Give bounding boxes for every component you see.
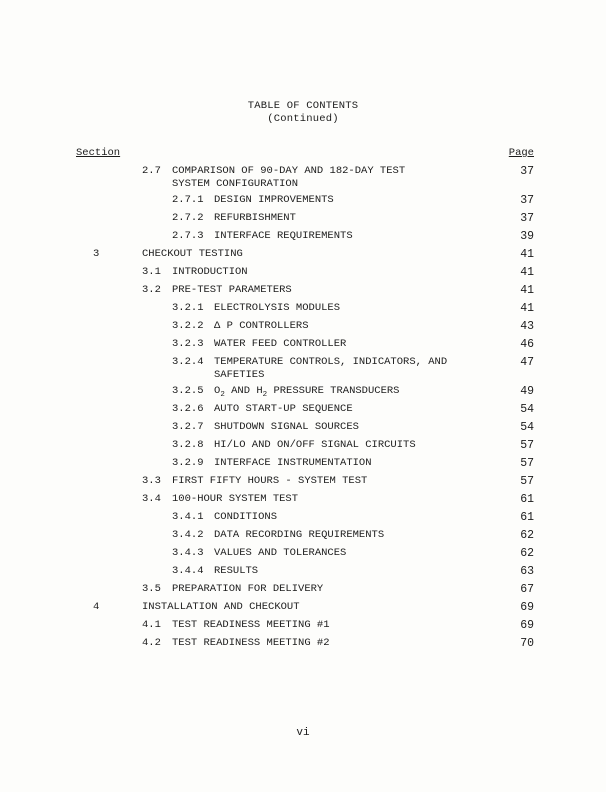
page-column-header: Page <box>508 147 534 159</box>
toc-entry-title: 100-HOUR SYSTEM TEST <box>172 493 299 505</box>
toc-entry-number: 4.1 <box>142 619 161 631</box>
toc-entry-title: PREPARATION FOR DELIVERY <box>172 583 324 595</box>
toc-title-line2: (Continued) <box>267 113 339 125</box>
toc-title <box>0 100 606 126</box>
toc-entry-page: 37 <box>520 165 534 178</box>
toc-entry-number: 2.7.3 <box>172 230 204 242</box>
toc-entry-page: 41 <box>520 302 534 315</box>
toc-entry-title: WATER FEED CONTROLLER <box>214 338 347 350</box>
section-column-header: Section <box>76 147 121 159</box>
toc-entry-title-mid: AND H <box>224 385 263 397</box>
toc-entry-title: Δ P CONTROLLERS <box>214 320 309 332</box>
toc-entry-page: 49 <box>520 385 534 398</box>
toc-entry-page: 39 <box>520 230 534 243</box>
toc-entry-title: AUTO START-UP SEQUENCE <box>214 403 353 415</box>
toc-entry-number: 3.2.2 <box>172 320 204 332</box>
toc-entry-number: 2.7.1 <box>172 194 204 206</box>
toc-entry-page: 61 <box>520 511 534 524</box>
toc-entry-title-line1: TEMPERATURE CONTROLS, INDICATORS, AND <box>214 356 448 368</box>
toc-entry-title: FIRST FIFTY HOURS - SYSTEM TEST <box>172 475 368 487</box>
oxygen-symbol: O <box>214 385 221 397</box>
toc-entry-page: 37 <box>520 194 534 207</box>
toc-section-number: 3 <box>93 248 100 260</box>
toc-entry-number: 3.2.9 <box>172 457 204 469</box>
toc-entry-page: 41 <box>520 248 534 261</box>
toc-entry-title: CHECKOUT TESTING <box>142 248 243 260</box>
toc-entry-page: 57 <box>520 439 534 452</box>
toc-entry-page: 54 <box>520 421 534 434</box>
toc-entry-number: 3.2 <box>142 284 161 296</box>
toc-entry-number: 3.2.3 <box>172 338 204 350</box>
toc-entry-page: 41 <box>520 266 534 279</box>
toc-entry-number: 4.2 <box>142 637 161 649</box>
toc-entry-number: 3.4.2 <box>172 529 204 541</box>
page-number-footer: vi <box>296 727 310 739</box>
toc-entry-number: 3.2.8 <box>172 439 204 451</box>
toc-entry-page: 46 <box>520 338 534 351</box>
toc-entry-page: 37 <box>520 212 534 225</box>
toc-section-number: 4 <box>93 601 100 613</box>
toc-entry-page: 43 <box>520 320 534 333</box>
toc-entry-number: 3.2.1 <box>172 302 204 314</box>
toc-entry-number: 3.2.4 <box>172 356 204 368</box>
toc-entry-title: INTERFACE INSTRUMENTATION <box>214 457 372 469</box>
oxygen-subscript: 2 <box>220 391 225 399</box>
toc-entry-title: HI/LO AND ON/OFF SIGNAL CIRCUITS <box>214 439 416 451</box>
toc-entry-page: 61 <box>520 493 534 506</box>
toc-entry-title: TEST READINESS MEETING #1 <box>172 619 330 631</box>
toc-entry-page: 70 <box>520 637 534 650</box>
toc-entry-number: 3.4.3 <box>172 547 204 559</box>
toc-entry-title: PRE-TEST PARAMETERS <box>172 284 292 296</box>
toc-entry-title <box>172 165 405 191</box>
toc-entry-number: 3.3 <box>142 475 161 487</box>
toc-title-line1: TABLE OF CONTENTS <box>247 100 359 112</box>
toc-entry-number: 3.4.1 <box>172 511 204 523</box>
toc-entry-page: 67 <box>520 583 534 596</box>
toc-entry-title: REFURBISHMENT <box>214 212 296 224</box>
toc-entry-title <box>214 356 447 382</box>
toc-entry-title: TEST READINESS MEETING #2 <box>172 637 330 649</box>
toc-entry-title-line2: SAFETIES <box>214 369 265 381</box>
toc-entry-title: RESULTS <box>214 565 259 577</box>
toc-entry-number: 3.4.4 <box>172 565 204 577</box>
toc-entry-number: 3.2.6 <box>172 403 204 415</box>
toc-entry-page: 57 <box>520 475 534 488</box>
toc-entry-title <box>214 385 399 402</box>
toc-entry-title: INSTALLATION AND CHECKOUT <box>142 601 300 613</box>
toc-entry-number: 2.7 <box>142 165 161 177</box>
toc-entry-number: 2.7.2 <box>172 212 204 224</box>
toc-entry-title: CONDITIONS <box>214 511 278 523</box>
toc-entry-page: 62 <box>520 529 534 542</box>
toc-entry-page: 62 <box>520 547 534 560</box>
toc-entry-number: 3.1 <box>142 266 161 278</box>
hydrogen-subscript: 2 <box>262 391 268 399</box>
toc-entry-page: 57 <box>520 457 534 470</box>
toc-entry-title: DESIGN IMPROVEMENTS <box>214 194 334 206</box>
toc-entry-title-line1: COMPARISON OF 90-DAY AND 182-DAY TEST <box>172 165 406 177</box>
toc-entry-number: 3.2.7 <box>172 421 204 433</box>
toc-entry-title: SHUTDOWN SIGNAL SOURCES <box>214 421 359 433</box>
toc-entry-title: ELECTROLYSIS MODULES <box>214 302 341 314</box>
toc-entry-title: INTRODUCTION <box>172 266 248 278</box>
toc-entry-number: 3.5 <box>142 583 161 595</box>
toc-entry-title-line2: SYSTEM CONFIGURATION <box>172 178 299 190</box>
toc-entry-title: DATA RECORDING REQUIREMENTS <box>214 529 385 541</box>
toc-entry-number: 3.2.5 <box>172 385 204 397</box>
toc-entry-page: 69 <box>520 619 534 632</box>
toc-entry-page: 63 <box>520 565 534 578</box>
toc-entry-page: 41 <box>520 284 534 297</box>
toc-entry-page: 47 <box>520 356 534 369</box>
toc-entry-title-end: PRESSURE TRANSDUCERS <box>267 385 400 397</box>
toc-entry-page: 69 <box>520 601 534 614</box>
toc-entry-title: INTERFACE REQUIREMENTS <box>214 230 353 242</box>
toc-entry-page: 54 <box>520 403 534 416</box>
toc-entry-number: 3.4 <box>142 493 161 505</box>
toc-entry-title: VALUES AND TOLERANCES <box>214 547 347 559</box>
